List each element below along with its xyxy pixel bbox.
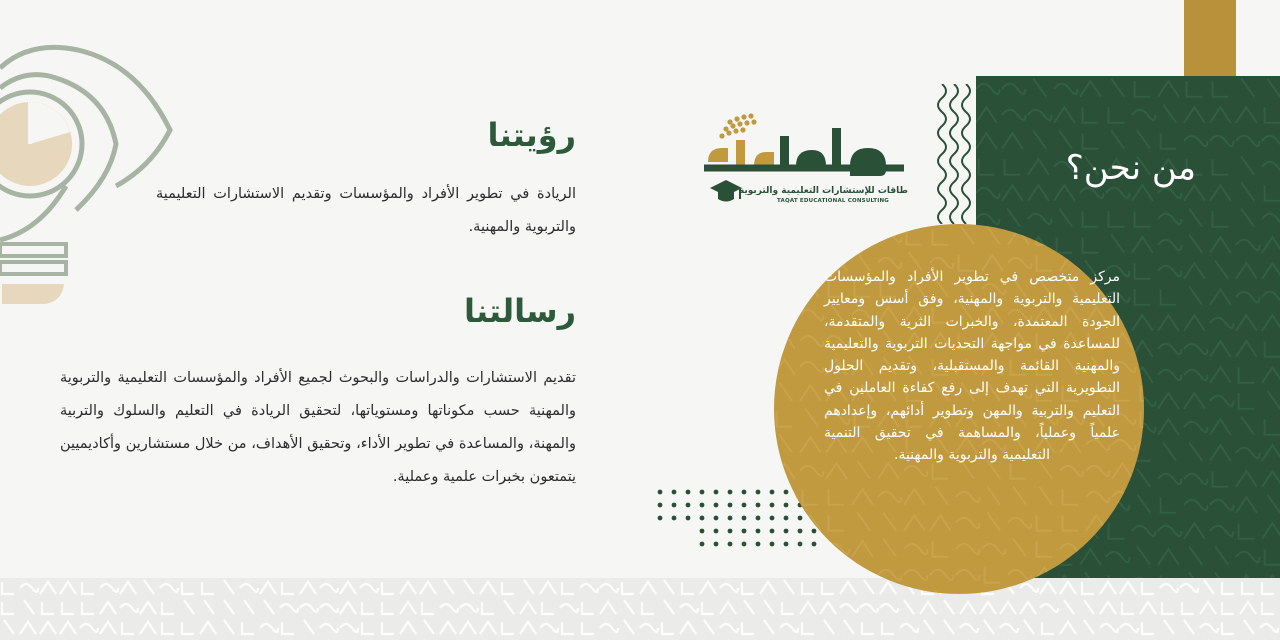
dot: [700, 529, 705, 534]
dot: [700, 503, 705, 508]
gold-accent-bar: [1184, 0, 1236, 76]
dot: [742, 490, 747, 495]
dot: [770, 516, 775, 521]
dot: [770, 490, 775, 495]
wave-line: [936, 84, 972, 224]
about-text: مركز متخصص في تطوير الأفراد والمؤسسات التعليمية والتربوية والمهنية، وفق أسس ومعايير الجودة المعتمدة، والخبرات الثرية والمتقدمة، للمساعدة في مواجهة التحديات التربوية والتعليمية والمهنية القائمة والمستقبلية، وتقديم الحلول التطويرية التي تهدف إلى رفع كفاءة العاملين في التعليم والتربية والمهن وتطوير أدائهم، وإعدادهم علمياً وعملياً، والمساهمة في تحقيق التنمية التعليمية والتربوية والمهنية.: [824, 269, 1120, 464]
dot: [728, 529, 733, 534]
bottom-pattern-strip: [0, 578, 1280, 640]
dot: [784, 529, 789, 534]
dot: [742, 542, 747, 547]
dot: [742, 529, 747, 534]
dot: [770, 503, 775, 508]
graduation-cap-icon: [710, 180, 742, 202]
dot: [686, 490, 691, 495]
dot: [798, 516, 803, 521]
dot: [742, 516, 747, 521]
dot: [728, 542, 733, 547]
dot: [770, 529, 775, 534]
dot: [700, 516, 705, 521]
dot: [756, 542, 761, 547]
dot: [728, 503, 733, 508]
dot: [798, 542, 803, 547]
logo-dots: [719, 113, 756, 138]
lightbulb-eye-icon: [0, 40, 180, 310]
dot: [658, 516, 663, 521]
dot: [798, 529, 803, 534]
dot: [784, 542, 789, 547]
dot: [714, 503, 719, 508]
dot: [672, 516, 677, 521]
dot: [658, 503, 663, 508]
dot: [714, 529, 719, 534]
dot: [672, 503, 677, 508]
dot: [714, 490, 719, 495]
dot: [784, 503, 789, 508]
vision-text: الريادة في تطوير الأفراد والمؤسسات وتقديم الاستشارات التعليمية والتربوية والمهنية.: [156, 186, 576, 235]
dot: [686, 503, 691, 508]
dot: [700, 542, 705, 547]
arabesque-pattern: [0, 578, 1280, 640]
dot: [784, 516, 789, 521]
logo-subtitle-en: TAQAT EDUCATIONAL CONSULTING: [776, 198, 889, 204]
dot: [672, 490, 677, 495]
dot: [742, 503, 747, 508]
dot: [686, 516, 691, 521]
dot: [812, 529, 817, 534]
mission-text: تقديم الاستشارات والدراسات والبحوث لجميع الأفراد والمؤسسات التعليمية والتربوية والمهنية حسب مكوناتها ومستوياتها، لتحقيق الريادة في التعليم والسلوك والتربية والمهنة، والمساعدة في تطوير الأداء، وتحقيق الأهداف، من خلال مستشارين وأكاديميين يتمتعون بخبرات علمية وعملية.: [60, 370, 576, 485]
mission-title: رسالتنا: [463, 292, 576, 330]
dot: [714, 542, 719, 547]
dot: [756, 529, 761, 534]
dot: [770, 542, 775, 547]
dot: [756, 503, 761, 508]
dot: [700, 490, 705, 495]
dot: [714, 516, 719, 521]
dot: [812, 542, 817, 547]
dot: [784, 490, 789, 495]
dot: [756, 490, 761, 495]
logo-subtitle-ar: طاقات للإستشارات التعليمية والتربوية: [738, 186, 908, 196]
dot: [756, 516, 761, 521]
dot: [658, 490, 663, 495]
dot: [728, 490, 733, 495]
dot: [728, 516, 733, 521]
vision-title: رؤيتنا: [487, 116, 576, 154]
dot-grid: [638, 486, 818, 552]
about-title: من نحن؟: [1065, 148, 1196, 188]
